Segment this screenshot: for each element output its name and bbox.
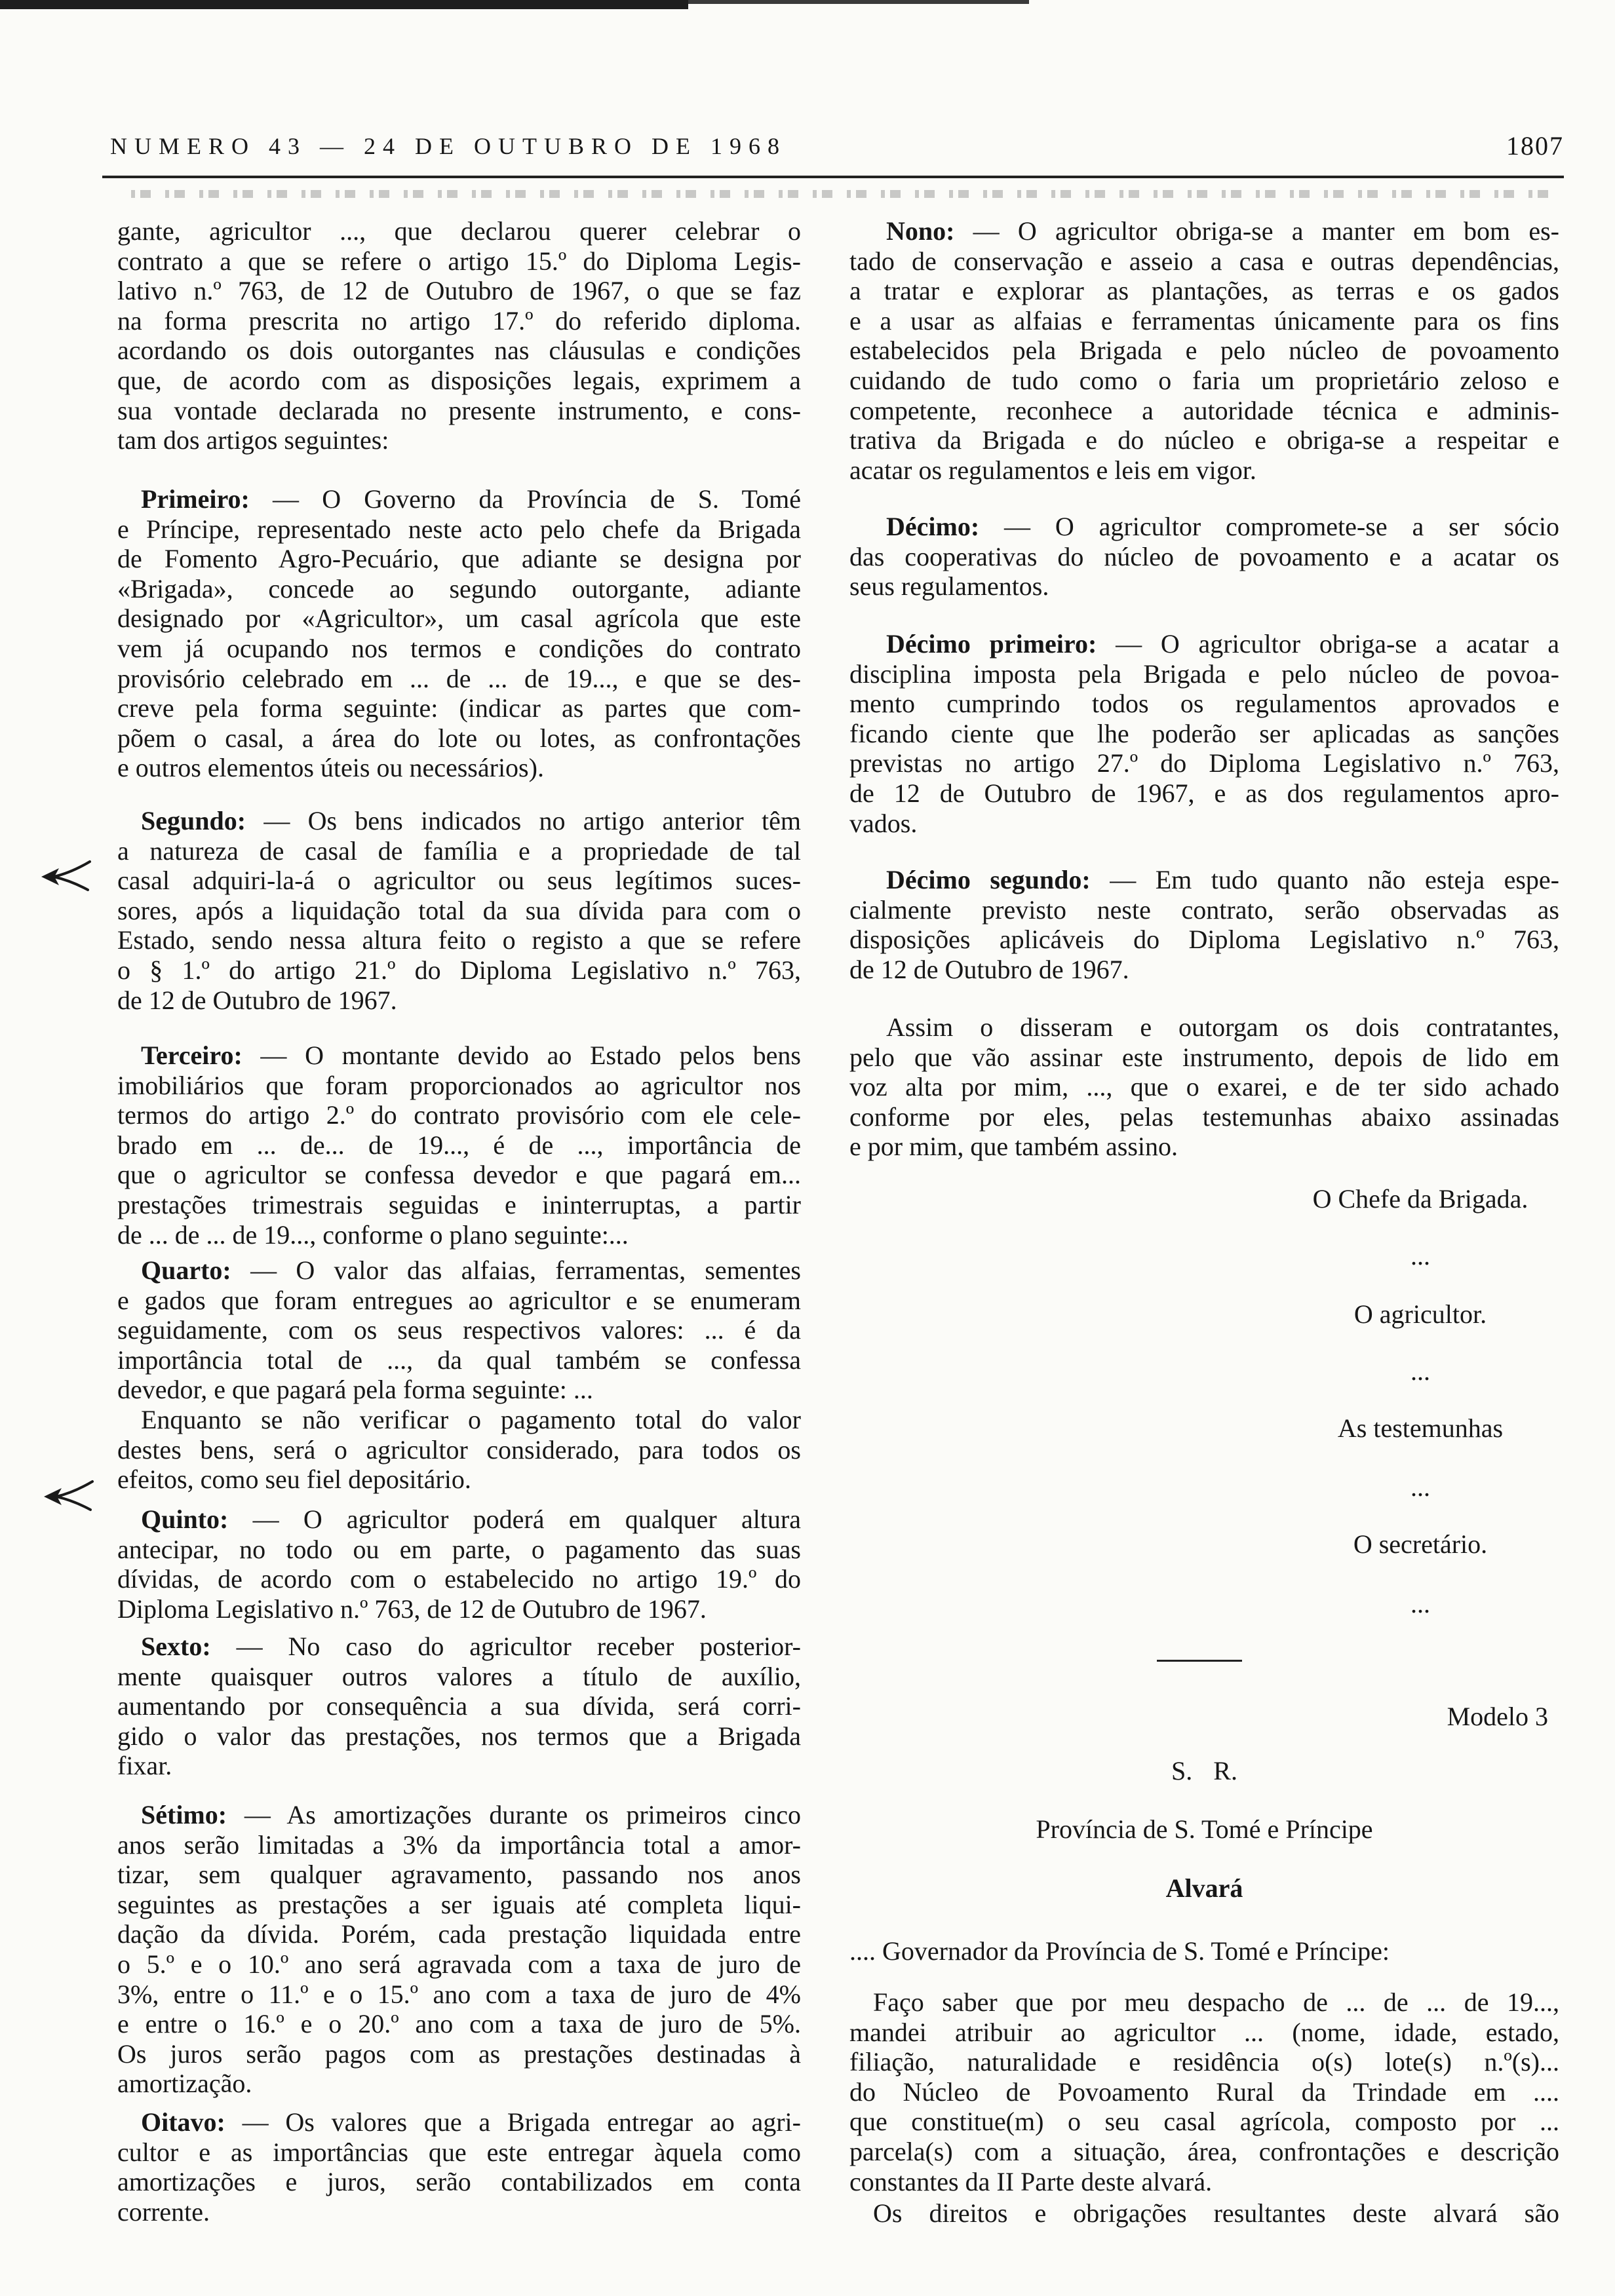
line-text: ficando ciente que lhe poderão ser aplicadas as sanções (849, 718, 1559, 748)
line-text: vados. (849, 808, 918, 838)
line-text: o § 1.º do artigo 21.º do Diploma Legislativo n.º 763, (117, 955, 801, 985)
line-text: Assim o disseram e outorgam os dois contratantes, (886, 1012, 1559, 1042)
text-line (849, 396, 1559, 426)
article-quarto (117, 1255, 801, 1405)
signature-ellipsis: ... (1411, 1241, 1430, 1271)
line-text: põem o casal, a área do lote ou lotes, as confrontações (117, 723, 801, 753)
scan-edge-artifact (0, 0, 688, 9)
line-text: das cooperativas do núcleo de povoamento e a acatar os (849, 541, 1559, 571)
line-text: — Os valores que a Brigada entregar ao agri- (242, 2107, 801, 2137)
text-line (117, 866, 801, 896)
text-line (117, 1751, 801, 1781)
line-text: de 12 de Outubro de 1967, e as dos regulamentos apro- (849, 778, 1559, 808)
section-separator-rule (1157, 1660, 1242, 1662)
line-text: Estado, sendo nessa altura feito o registo a que se refere (117, 925, 801, 955)
line-text: devedor, e que pagará pela forma seguinte: ... (117, 1375, 593, 1405)
text-line (849, 955, 1559, 985)
text-line (117, 335, 801, 366)
text-line (117, 1041, 801, 1071)
text-line (117, 1435, 801, 1465)
line-text: a tratar e explorar as plantações, as terras e os gados (849, 276, 1559, 306)
article-label: Segundo: (141, 806, 246, 835)
line-text: — O montante devido ao Estado pelos bens (260, 1041, 801, 1070)
text-line (117, 1286, 801, 1316)
line-text: aumentando por consequência a sua dívida, será corri- (117, 1691, 801, 1721)
line-text: «Brigada», concede ao segundo outorgante, adiante (117, 573, 801, 603)
line-text: Faço saber que por meu despacho de ... de ... de 19..., (873, 1987, 1559, 2017)
text-line (117, 2069, 801, 2099)
article-label: Décimo: (886, 512, 980, 541)
article-label: Décimo segundo: (886, 865, 1091, 894)
line-text: gante, agricultor ..., que declarou querer celebrar o (117, 216, 801, 246)
signature-label: O agricultor. (1353, 1299, 1487, 1329)
text-line (849, 276, 1559, 306)
line-text: e por mim, que também assino. (849, 1132, 1178, 1162)
text-line (849, 2198, 1559, 2229)
article-terceiro (117, 1041, 801, 1250)
line-text: seus regulamentos. (849, 571, 1049, 602)
line-text: creve pela forma seguinte: (indicar as partes que com- (117, 693, 801, 723)
article-quinto (117, 1504, 801, 1624)
margin-arrow-mark-icon (39, 857, 92, 894)
text-line (117, 1504, 801, 1535)
line-text: e a usar as alfaias e ferramentas únicamente para os fins (849, 305, 1559, 335)
line-text: seguidamente, com os seus respectivos valores: ... é da (117, 1315, 801, 1345)
page-number: 1807 (1506, 131, 1564, 161)
article-segundo (117, 806, 801, 1015)
article-label: Décimo primeiro: (886, 629, 1097, 659)
line-text: termos do artigo 2.º do contrato provisório com ele cele- (117, 1100, 801, 1130)
model-title: Alvará (1165, 1873, 1243, 1903)
line-text: pelo que vão assinar este instrumento, depois de lido em (849, 1042, 1559, 1072)
line-text: dação da dívida. Porém, cada prestação liquidada entre (117, 1919, 801, 1949)
line-text: na forma prescrita no artigo 17.º do referido diploma. (117, 305, 801, 335)
line-text: — O agricultor obriga-se a acatar a (1116, 629, 1559, 659)
text-line (117, 1632, 801, 1662)
text-line (117, 2197, 801, 2227)
line-text: prestações trimestrais seguidas e ininterruptas, a partir (117, 1189, 801, 1219)
line-text: e Príncipe, representado neste acto pelo chefe da Brigada (117, 514, 801, 544)
text-line (849, 1043, 1559, 1073)
text-line (117, 1691, 801, 1721)
article-decimo-primeiro (849, 629, 1559, 838)
text-line (117, 2107, 801, 2137)
line-text: designado por «Agricultor», um casal agrícola que este (117, 603, 801, 634)
text-line (849, 719, 1559, 749)
line-text: mento cumprindo todos os regulamentos aprovados e (849, 689, 1559, 719)
line-text: fixar. (117, 1751, 172, 1781)
article-label: Sexto: (141, 1632, 211, 1661)
text-line (849, 1102, 1559, 1132)
text-line (117, 1345, 801, 1375)
text-line (849, 809, 1559, 839)
line-text: que, de acordo com as disposições legais, exprimem a (117, 365, 801, 395)
text-line (849, 748, 1559, 778)
text-line (117, 1464, 801, 1495)
text-line (849, 2107, 1559, 2137)
article-decimo-segundo (849, 865, 1559, 984)
line-text: — Em tudo quanto não esteja espe- (1110, 865, 1559, 894)
text-line (849, 865, 1559, 895)
line-text: que o agricultor se confessa devedor e que pagará em... (117, 1160, 801, 1190)
text-line (117, 1594, 801, 1624)
line-text: cuidando de tudo como o faria um proprietário zeloso e (849, 365, 1559, 395)
line-text: acordando os dois outorgantes nas cláusulas e condições (117, 335, 801, 366)
text-line (849, 659, 1559, 689)
text-line (117, 603, 801, 634)
line-text: voz alta por mim, ..., que o exarei, e de ter sido achado (849, 1072, 1559, 1102)
text-line (849, 512, 1559, 542)
text-line (849, 246, 1559, 277)
line-text: mandei atribuir ao agricultor ... (nome, idade, estado, (849, 2017, 1559, 2047)
line-text: sores, após a liquidação total da sua dívida para com o (117, 895, 801, 925)
text-line (117, 955, 801, 985)
text-line (117, 396, 801, 426)
text-line (117, 1919, 801, 1949)
text-line (849, 925, 1559, 955)
line-text: disciplina imposta pela Brigada e pelo núcleo de povoa- (849, 659, 1559, 689)
line-text: efeitos, como seu fiel depositário. (117, 1464, 471, 1495)
text-line (117, 246, 801, 277)
scan-edge-artifact (688, 0, 1029, 4)
text-line (849, 2047, 1559, 2077)
signature-label: As testemunhas (1337, 1413, 1504, 1443)
line-text: lativo n.º 763, de 12 de Outubro de 1967, o que se faz (117, 276, 801, 306)
signature-ellipsis: ... (1411, 1356, 1430, 1386)
line-text: seguintes as prestações a ser iguais até completa liqui- (117, 1889, 801, 1919)
line-text: sua vontade declarada no presente instrumento, e cons- (117, 395, 801, 425)
line-text: Enquanto se não verificar o pagamento total do valor (141, 1405, 801, 1434)
bleed-through-artifact (131, 190, 1560, 198)
paragraph (117, 1405, 801, 1495)
line-text: do Núcleo de Povoamento Rural da Trindade em .... (849, 2076, 1559, 2107)
line-text: o 5.º e o 10.º ano será agravada com a taxa de juro de (117, 1949, 801, 1979)
line-text: brado em ... de... de 19..., é de ..., importância de (117, 1130, 801, 1160)
line-text: mente quaisquer outros valores a título de auxílio, (117, 1661, 801, 1691)
line-text: disposições aplicáveis do Diploma Legislativo n.º 763, (849, 925, 1559, 955)
signature-label: O secretário. (1353, 1529, 1488, 1559)
article-oitavo (117, 2107, 801, 2227)
signature-ellipsis: ... (1411, 1472, 1430, 1502)
text-line (117, 366, 801, 396)
text-line (117, 723, 801, 754)
line-text: dívidas, de acordo com o estabelecido no artigo 19.º do (117, 1564, 801, 1594)
text-line (117, 1160, 801, 1190)
text-line (849, 2167, 1559, 2197)
signature-ellipsis: ... (1411, 1589, 1430, 1618)
line-text: competente, reconhece a autoridade técnica e adminis- (849, 395, 1559, 425)
text-line (849, 571, 1559, 602)
header-rule (102, 176, 1564, 178)
line-text: antecipar, no todo ou em parte, o pagamento das suas (117, 1534, 801, 1564)
line-text: — O valor das alfaias, ferramentas, sementes (250, 1255, 801, 1285)
text-line (117, 1800, 801, 1830)
text-line (117, 276, 801, 306)
line-text: — O agricultor obriga-se a manter em bom es- (973, 216, 1559, 246)
text-line (117, 664, 801, 694)
text-line (117, 1100, 801, 1130)
line-text: imobiliários que foram proporcionados ao agricultor nos (117, 1070, 801, 1100)
line-text: constantes da II Parte deste alvará. (849, 2166, 1213, 2196)
line-text: de Fomento Agro-Pecuário, que adiante se designa por (117, 544, 801, 574)
text-line (117, 1662, 801, 1692)
line-text: filiação, naturalidade e residência o(s) lote(s) n.º(s)... (849, 2047, 1559, 2077)
text-line (117, 925, 801, 955)
line-text: corrente. (117, 2196, 210, 2227)
running-header-title: NUMERO 43 — 24 DE OUTUBRO DE 1968 (110, 133, 787, 159)
text-line (117, 1190, 801, 1220)
text-line (117, 1564, 801, 1594)
paragraph (117, 216, 801, 455)
text-line (117, 753, 801, 783)
text-line (849, 2018, 1559, 2048)
text-line (117, 484, 801, 514)
article-label: Terceiro: (141, 1041, 243, 1070)
line-text: parcela(s) com a situação, área, confrontações e descrição (849, 2136, 1559, 2166)
line-text: casal adquiri-la-á o agricultor ou seus legítimos suces- (117, 866, 801, 896)
line-text: — No caso do agricultor receber posterior- (236, 1632, 802, 1661)
text-line (849, 778, 1559, 809)
line-text: e outros elementos úteis ou necessários). (117, 753, 544, 783)
article-label: Sétimo: (141, 1800, 227, 1829)
text-line (849, 1987, 1559, 2018)
line-text: que constitue(m) o seu casal agrícola, composto por ... (849, 2107, 1559, 2137)
line-text: conforme por eles, pelas testemunhas abaixo assinadas (849, 1101, 1559, 1132)
text-line (849, 306, 1559, 336)
text-line (117, 1721, 801, 1751)
text-line (849, 1012, 1559, 1043)
line-text: Diploma Legislativo n.º 763, de 12 de Outubro de 1967. (117, 1594, 707, 1624)
text-line (117, 1890, 801, 1920)
line-text: — Os bens indicados no artigo anterior têm (263, 806, 802, 835)
text-line (117, 1130, 801, 1160)
text-line (117, 1375, 801, 1405)
line-text: a natureza de casal de família e a propriedade de tal (117, 835, 801, 866)
line-text: tizar, sem qualquer agravamento, passando nos anos (117, 1860, 801, 1890)
line-text: — O agricultor poderá em qualquer altura (252, 1504, 801, 1534)
line-text: amortização. (117, 2069, 252, 2099)
text-line (117, 1830, 801, 1860)
text-line (117, 514, 801, 545)
text-line (849, 1132, 1559, 1162)
text-line (849, 216, 1559, 246)
text-line (117, 574, 801, 604)
article-label: Quarto: (141, 1255, 231, 1285)
text-line (117, 1255, 801, 1286)
line-text: importância total de ..., da qual também se confessa (117, 1345, 801, 1375)
line-text: de 12 de Outubro de 1967. (117, 985, 397, 1015)
line-text: cialmente previsto neste contrato, serão observadas as (849, 894, 1559, 925)
article-nono (849, 216, 1559, 485)
line-text: amortizações e juros, serão contabilizados em conta (117, 2167, 801, 2197)
text-line (117, 634, 801, 664)
line-text: cultor e as importâncias que este entregar àquela como (117, 2137, 801, 2167)
line-text: Os juros serão pagos com as prestações destinadas à (117, 2038, 801, 2069)
text-line (849, 366, 1559, 396)
article-setimo (117, 1800, 801, 2099)
model-label: Modelo 3 (1447, 1702, 1548, 1731)
article-label: Nono: (886, 216, 955, 246)
text-line (849, 629, 1559, 659)
text-line (117, 544, 801, 574)
text-line (117, 1405, 801, 1435)
text-line (117, 1949, 801, 1980)
text-line (849, 1072, 1559, 1102)
line-text: de 12 de Outubro de 1967. (849, 954, 1129, 984)
text-line (117, 1071, 801, 1101)
line-text: — O Governo da Província de S. Tomé (273, 484, 802, 514)
text-line (117, 306, 801, 336)
text-line (117, 896, 801, 926)
line-text: 3%, entre o 11.º e o 15.º ano com a taxa de juro de 4% (117, 1979, 801, 2009)
text-line (117, 985, 801, 1016)
text-line (117, 1315, 801, 1345)
text-line (117, 2137, 801, 2168)
line-text: e gados que foram entregues ao agricultor e se enumeram (117, 1285, 801, 1315)
text-line (117, 836, 801, 866)
paragraph (849, 1012, 1559, 1162)
model-heading: S. R. (1171, 1756, 1237, 1786)
line-text: — O agricultor compromete-se a ser sócio (1004, 512, 1560, 541)
text-line (117, 2167, 801, 2197)
article-primeiro (117, 484, 801, 783)
line-text: tam dos artigos seguintes: (117, 425, 389, 455)
paragraph (849, 2198, 1559, 2229)
article-label: Primeiro: (141, 484, 250, 514)
text-line (117, 1535, 801, 1565)
margin-arrow-mark-icon (42, 1477, 94, 1514)
article-label: Quinto: (141, 1504, 229, 1534)
text-line (117, 216, 801, 246)
text-line (117, 693, 801, 723)
line-text: contrato a que se refere o artigo 15.º do Diploma Legis- (117, 246, 801, 276)
line-text: vem já ocupando nos termos e condições do contrato (117, 633, 801, 663)
line-text: previstas no artigo 27.º do Diploma Legislativo n.º 763, (849, 748, 1559, 778)
text-line (117, 1220, 801, 1250)
article-sexto (117, 1632, 801, 1781)
text-line (849, 689, 1559, 719)
text-line (849, 335, 1559, 366)
line-text: acatar os regulamentos e leis em vigor. (849, 455, 1256, 485)
line-text: destes bens, será o agricultor considerado, para todos os (117, 1434, 801, 1464)
line-text: trativa da Brigada e do núcleo e obriga-se a respeitar e (849, 425, 1559, 455)
text-line (849, 895, 1559, 925)
text-line (849, 2137, 1559, 2167)
text-line (849, 425, 1559, 455)
line-text: gido o valor das prestações, nos termos que a Brigada (117, 1721, 801, 1751)
line-text: provisório celebrado em ... de ... de 19..., e que se des- (117, 663, 801, 693)
text-line (117, 425, 801, 455)
text-line (117, 1860, 801, 1890)
model-province: Província de S. Tomé e Príncipe (1036, 1814, 1373, 1844)
line-text: e entre o 16.º e o 20.º ano com a taxa de juro de 5%. (117, 2009, 801, 2039)
text-line (117, 1980, 801, 2010)
line-text: tado de conservação e asseio a casa e outras dependências, (849, 246, 1559, 276)
text-line (117, 806, 801, 836)
text-line (849, 455, 1559, 486)
line-text: Os direitos e obrigações resultantes deste alvará são (873, 2198, 1559, 2228)
article-label: Oitavo: (141, 2107, 225, 2137)
line-text: de ... de ... de 19..., conforme o plano seguinte:... (117, 1219, 629, 1250)
signature-label: O Chefe da Brigada. (1312, 1184, 1528, 1214)
model-addressee: .... Governador da Província de S. Tomé e Príncipe: (849, 1936, 1390, 1966)
text-line (117, 2039, 801, 2069)
paragraph (849, 1987, 1559, 2196)
line-text: anos serão limitadas a 3% da importância total a amor- (117, 1829, 801, 1860)
text-line (849, 542, 1559, 572)
line-text: estabelecidos pela Brigada e pelo núcleo de povoamento (849, 335, 1559, 366)
text-line (117, 2009, 801, 2039)
line-text: — As amortizações durante os primeiros cinco (244, 1800, 801, 1829)
article-decimo (849, 512, 1559, 602)
text-line (849, 2077, 1559, 2107)
